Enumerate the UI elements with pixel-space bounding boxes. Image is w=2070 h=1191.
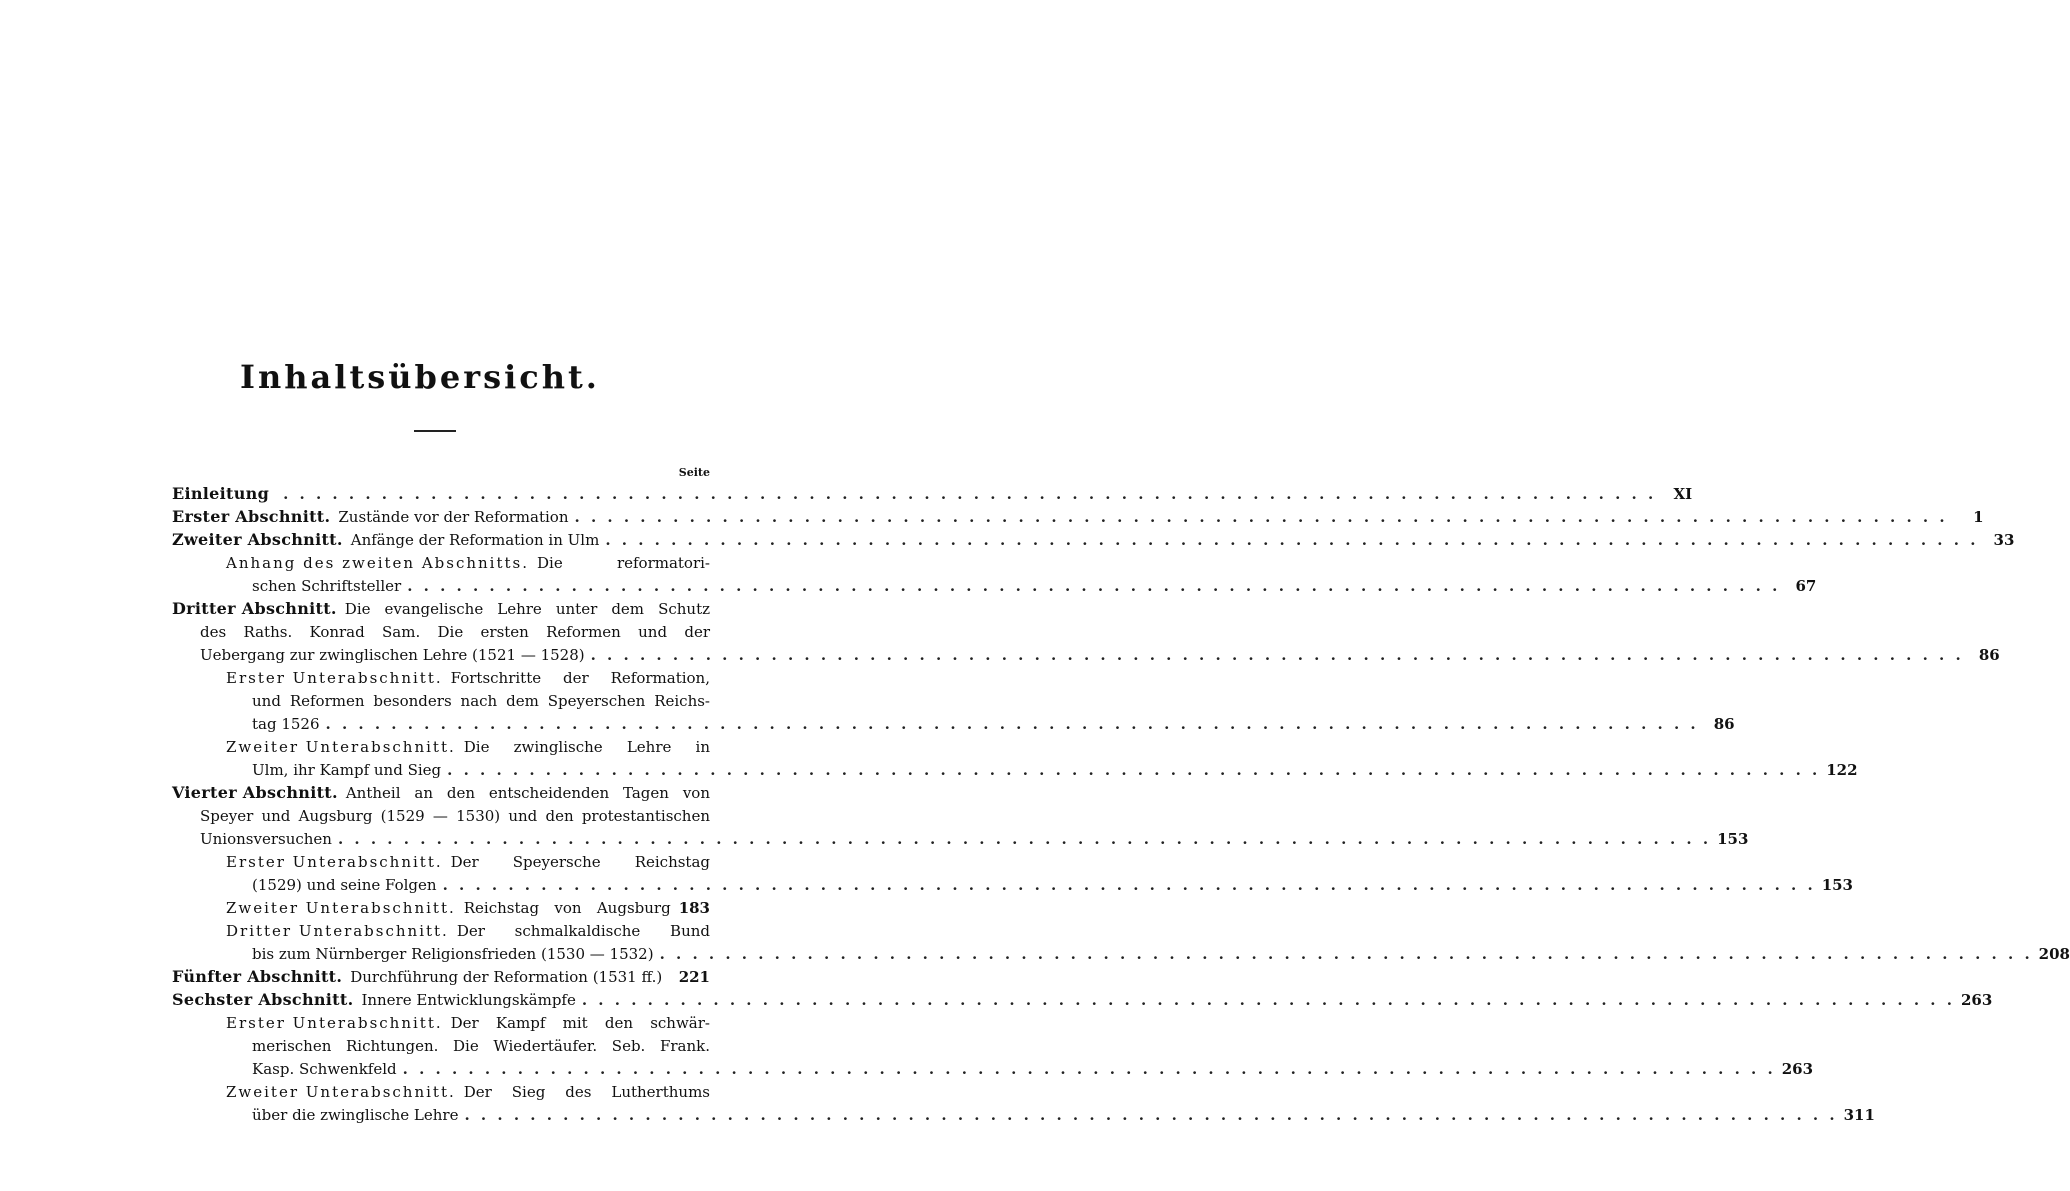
dot-leader: [582, 989, 1955, 1011]
toc-entry-text: Innere Entwicklungskämpfe: [361, 991, 576, 1009]
toc-entry-erster-unterabschnitt-continuation: [252, 690, 710, 712]
toc-page-number: XI: [1673, 485, 1693, 503]
toc-entry-dritter-unterabschnitt: [226, 920, 710, 942]
toc-entry-sechster-abschnitt: [172, 989, 1993, 1011]
dot-leader: [338, 828, 1711, 850]
toc-page-number: 208: [2038, 945, 2070, 963]
toc-entry-heading: Vierter Abschnitt.: [172, 783, 338, 802]
toc-entry-zweiter-abschnitt: [172, 529, 2015, 551]
toc-entry-text: Antheil an den entscheidenden Tagen von: [345, 784, 710, 802]
toc-entry-erster-unterabschnitt-schwaermer-continuation: [252, 1058, 1814, 1080]
toc-entry-heading: Dritter Abschnitt.: [172, 599, 337, 618]
toc-entry-anhang: [226, 552, 710, 574]
toc-page-number: 122: [1826, 761, 1858, 779]
toc-entry-text: (1529) und seine Folgen: [252, 876, 437, 894]
toc-entry-heading: Zweiter Unterabschnitt.: [226, 738, 456, 756]
toc-entry-vierter-abschnitt-continuation: [200, 828, 1749, 850]
toc-entry-heading: Anhang des zweiten Abschnitts.: [226, 554, 529, 572]
toc-entry-text: Kasp. Schwenkfeld: [252, 1060, 397, 1078]
dot-leader: [660, 943, 2033, 965]
toc-entry-anhang-continuation: [252, 575, 1817, 597]
dot-leader: [283, 483, 1656, 505]
toc-entry-text: Der Kampf mit den schwär-: [450, 1014, 710, 1032]
toc-entry-text: Die reformatori-: [537, 554, 710, 572]
toc-entry-text: schen Schriftsteller: [252, 577, 402, 595]
toc-page-number: 33: [1993, 531, 2015, 549]
toc-entry-dritter-abschnitt: [172, 598, 710, 620]
toc-entry-einleitung: [172, 483, 1693, 505]
dot-leader: [403, 1058, 1776, 1080]
toc-entry-vierter-abschnitt-continuation: [200, 805, 710, 827]
toc-entry-dritter-unterabschnitt-continuation: [252, 943, 2070, 965]
page-title: Inhaltsübersicht.: [240, 358, 600, 396]
toc-entry-text: Der schmalkaldische Bund: [456, 922, 710, 940]
dot-leader: [464, 1104, 1837, 1126]
toc-entry-dritter-abschnitt-continuation: [200, 644, 2000, 666]
toc-entry-text: Unionsversuchen: [200, 830, 332, 848]
toc-entry-text: Zustände vor der Reformation: [338, 508, 569, 526]
toc-entry-text: Die evangelische Lehre unter dem Schutz: [344, 600, 710, 618]
toc-entry-text: merischen Richtungen. Die Wiedertäufer. Seb. Frank.: [252, 1037, 710, 1055]
toc-entry-text: Durchführung der Reformation (1531 ff.): [350, 968, 663, 986]
toc-entry-heading: Erster Unterabschnitt.: [226, 853, 443, 871]
toc-page-number: 311: [1843, 1106, 1875, 1124]
toc-entry-erster-unterabschnitt-speyer-continuation: [252, 874, 1853, 896]
toc-page-number: 221: [678, 968, 710, 986]
toc-entry-text: Uebergang zur zwinglischen Lehre (1521 — 1528): [200, 646, 585, 664]
dot-leader: [407, 575, 1780, 597]
dot-leader: [326, 713, 1699, 735]
toc-entry-vierter-abschnitt: [172, 782, 710, 804]
toc-entry-text: tag 1526: [252, 715, 320, 733]
dot-leader: [605, 529, 1978, 551]
toc-entry-text: über die zwinglische Lehre: [252, 1106, 459, 1124]
toc-entry-text: Der Sieg des Lutherthums: [463, 1083, 710, 1101]
toc-entry-heading: Zweiter Unterabschnitt.: [226, 1083, 456, 1101]
toc-entry-heading: Sechster Abschnitt.: [172, 990, 354, 1009]
dot-leader: [443, 874, 1816, 896]
toc-entry-heading: Zweiter Abschnitt.: [172, 530, 343, 549]
toc-entry-text: Fortschritte der Reformation,: [450, 669, 710, 687]
dot-leader: [591, 644, 1964, 666]
toc-entry-text: Ulm, ihr Kampf und Sieg: [252, 761, 442, 779]
toc-page-number: 86: [1978, 646, 2000, 664]
toc-entry-zweiter-unterabschnitt-lutherthum-continuation: [252, 1104, 1875, 1126]
toc-page-number: 263: [1781, 1060, 1814, 1078]
toc-entry-erster-unterabschnitt-schwaermer-continuation: [252, 1035, 710, 1057]
toc-entry-fuenfter-abschnitt: [172, 966, 710, 988]
toc-entry-heading: Erster Abschnitt.: [172, 507, 331, 526]
toc-entry-erster-unterabschnitt-speyer: [226, 851, 710, 873]
toc-entry-text: Anfänge der Reformation in Ulm: [350, 531, 600, 549]
toc-entry-text: Speyer und Augsburg (1529 — 1530) und den protestantischen: [200, 807, 710, 825]
toc-page-number: 153: [1821, 876, 1853, 894]
dot-leader: [447, 759, 1820, 781]
toc-entry-text: Reichstag von Augsburg: [463, 899, 671, 917]
toc-entry-text: des Raths. Konrad Sam. Die ersten Reformen und der: [200, 623, 710, 641]
toc-entry-zweiter-unterabschnitt-continuation: [252, 759, 1858, 781]
toc-entry-erster-unterabschnitt: [226, 667, 710, 689]
toc-page-number: 153: [1717, 830, 1749, 848]
toc-page-number: 67: [1795, 577, 1817, 595]
toc-entry-text: Der Speyersche Reichstag: [450, 853, 710, 871]
toc-page-number: 263: [1960, 991, 1993, 1009]
toc-entry-zweiter-unterabschnitt: [226, 736, 710, 758]
toc-entry-erster-abschnitt: [172, 506, 1984, 528]
toc-entry-erster-unterabschnitt-continuation: [252, 713, 1735, 735]
toc-page-number: 86: [1713, 715, 1735, 733]
toc-entry-text: Die zwinglische Lehre in: [463, 738, 710, 756]
toc-entry-zweiter-unterabschnitt-augsburg: [226, 897, 710, 919]
toc-entry-heading: Dritter Unterabschnitt.: [226, 922, 449, 940]
toc-entry-erster-unterabschnitt-schwaermer: [226, 1012, 710, 1034]
dot-leader: [575, 506, 1948, 528]
toc-entry-heading: Zweiter Unterabschnitt.: [226, 899, 456, 917]
toc-page-number: 1: [1973, 508, 1984, 526]
toc-entry-heading: Erster Unterabschnitt.: [226, 1014, 443, 1032]
toc-entry-text: und Reformen besonders nach dem Speyerschen Reichs-: [252, 692, 710, 710]
toc-entry-heading: Erster Unterabschnitt.: [226, 669, 443, 687]
toc-entry-heading: Einleitung: [172, 484, 270, 503]
page-column-header: Seite: [678, 466, 710, 479]
toc-entry-heading: Fünfter Abschnitt.: [172, 967, 343, 986]
toc-entry-zweiter-unterabschnitt-lutherthum: [226, 1081, 710, 1103]
toc-page-number: 183: [678, 899, 710, 917]
toc-entry-dritter-abschnitt-continuation: [200, 621, 710, 643]
toc-entry-text: bis zum Nürnberger Religionsfrieden (1530 — 1532): [252, 945, 654, 963]
